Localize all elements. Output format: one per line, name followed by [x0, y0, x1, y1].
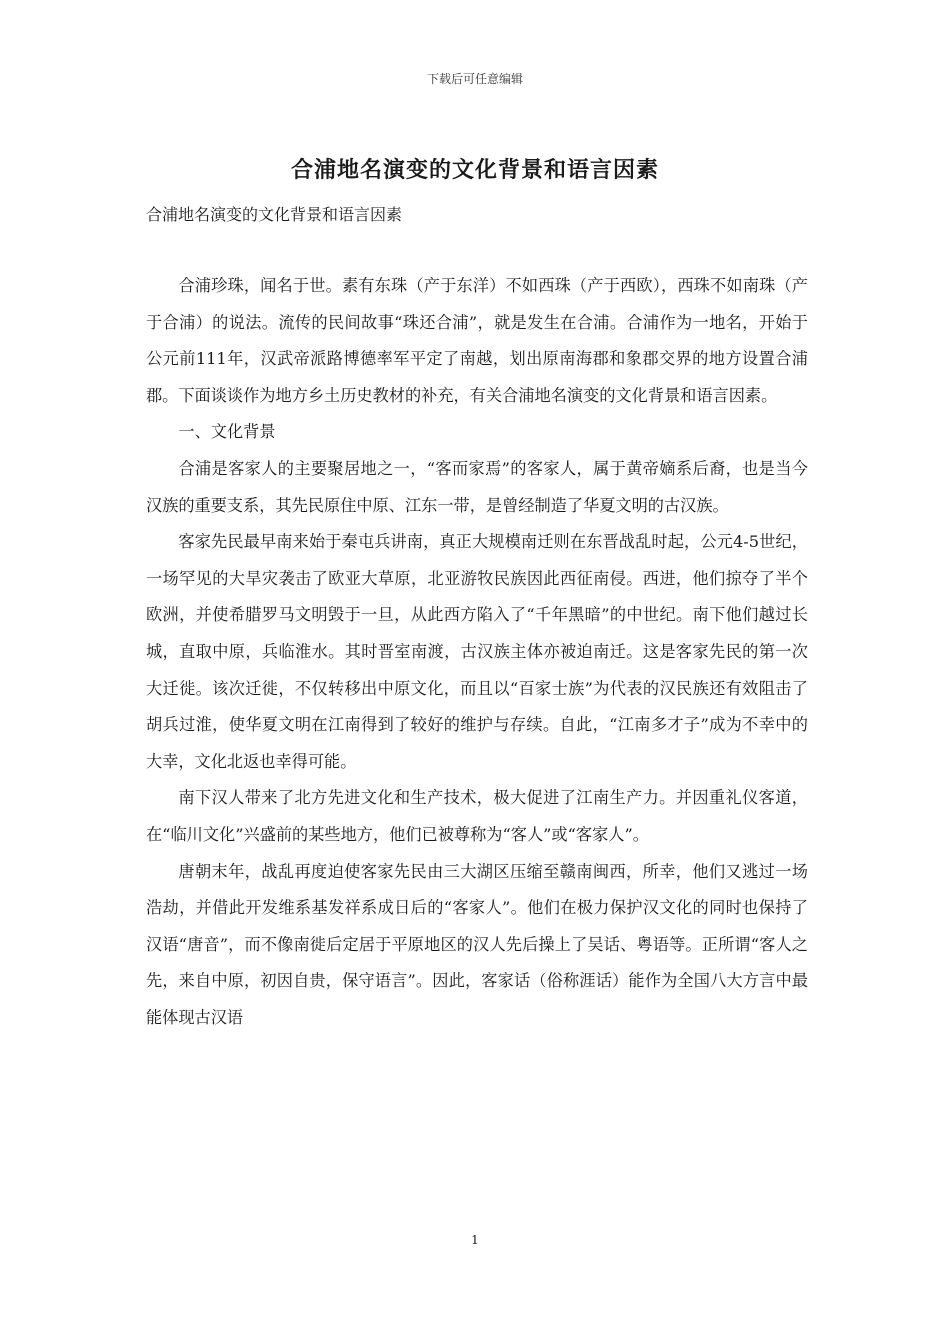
document-subtitle: 合浦地名演变的文化背景和语言因素 — [146, 205, 403, 224]
page-number: 1 — [471, 1233, 479, 1247]
document-body — [146, 268, 808, 1036]
paragraph: 唐朝末年，战乱再度迫使客家先民由三大湖区压缩至赣南闽西，所幸，他们又逃过一场浩劫，并借此开发维系基发祥系成日后的“客家人”。他们在极力保护汉文化的同时也保持了汉语“唐音”，而不像南徙后定居于平原地区的汉人先后操上了吴话、粤语等。正所谓“客人之先，来自中原，初因自贵，保守语言”。因此，客家话（俗称涯话）能作为全国八大方言中最能体现古汉语 — [146, 861, 808, 1027]
paragraph-intro: 合浦珍珠，闻名于世。素有东珠（产于东洋）不如西珠（产于西欧），西珠不如南珠（产于合浦）的说法。流传的民间故事“珠还合浦”，就是发生在合浦。合浦作为一地名，开始于公元前111年，汉武帝派路博德率军平定了南越，划出原南海郡和象郡交界的地方设置合浦郡。下面谈谈作为地方乡土历史教材的补充，有关合浦地名演变的文化背景和语言因素。 — [146, 276, 808, 405]
paragraph: 南下汉人带来了北方先进文化和生产技术，极大促进了江南生产力。并因重礼仪客道，在“临川文化”兴盛前的某些地方，他们已被尊称为“客人”或“客家人”。 — [146, 788, 808, 844]
section-heading: 一、文化背景 — [178, 422, 276, 442]
page-header: 下载后可任意编辑 — [426, 72, 523, 86]
document-title: 合浦地名演变的文化背景和语言因素 — [290, 157, 659, 183]
paragraph: 合浦是客家人的主要聚居地之一，“客而家焉”的客家人，属于黄帝嫡系后裔，也是当今汉族的重要支系，其先民原住中原、江东一带，是曾经制造了华夏文明的古汉族。 — [146, 458, 808, 515]
paragraph: 客家先民最早南来始于秦屯兵讲南，真正大规模南迁则在东晋战乱时起，公元4-5世纪，一场罕见的大旱灾袭击了欧亚大草原，北亚游牧民族因此西征南侵。西进，他们掠夺了半个欧洲，并使希腊罗马文明毁于一旦，从此西方陷入了“千年黑暗”的中世纪。南下他们越过长城，直取中原，兵临淮水。其时晋室南渡，古汉族主体亦被迫南迁。这是客家先民的第一次大迁徙。该次迁徙，不仅转移出中原文化，而且以“百家士族”为代表的汉民族还有效阻击了胡兵过淮，使华夏文明在江南得到了较好的维护与存续。自此，“江南多才子”成为不幸中的大幸，文化北返也幸得可能。 — [146, 532, 808, 771]
